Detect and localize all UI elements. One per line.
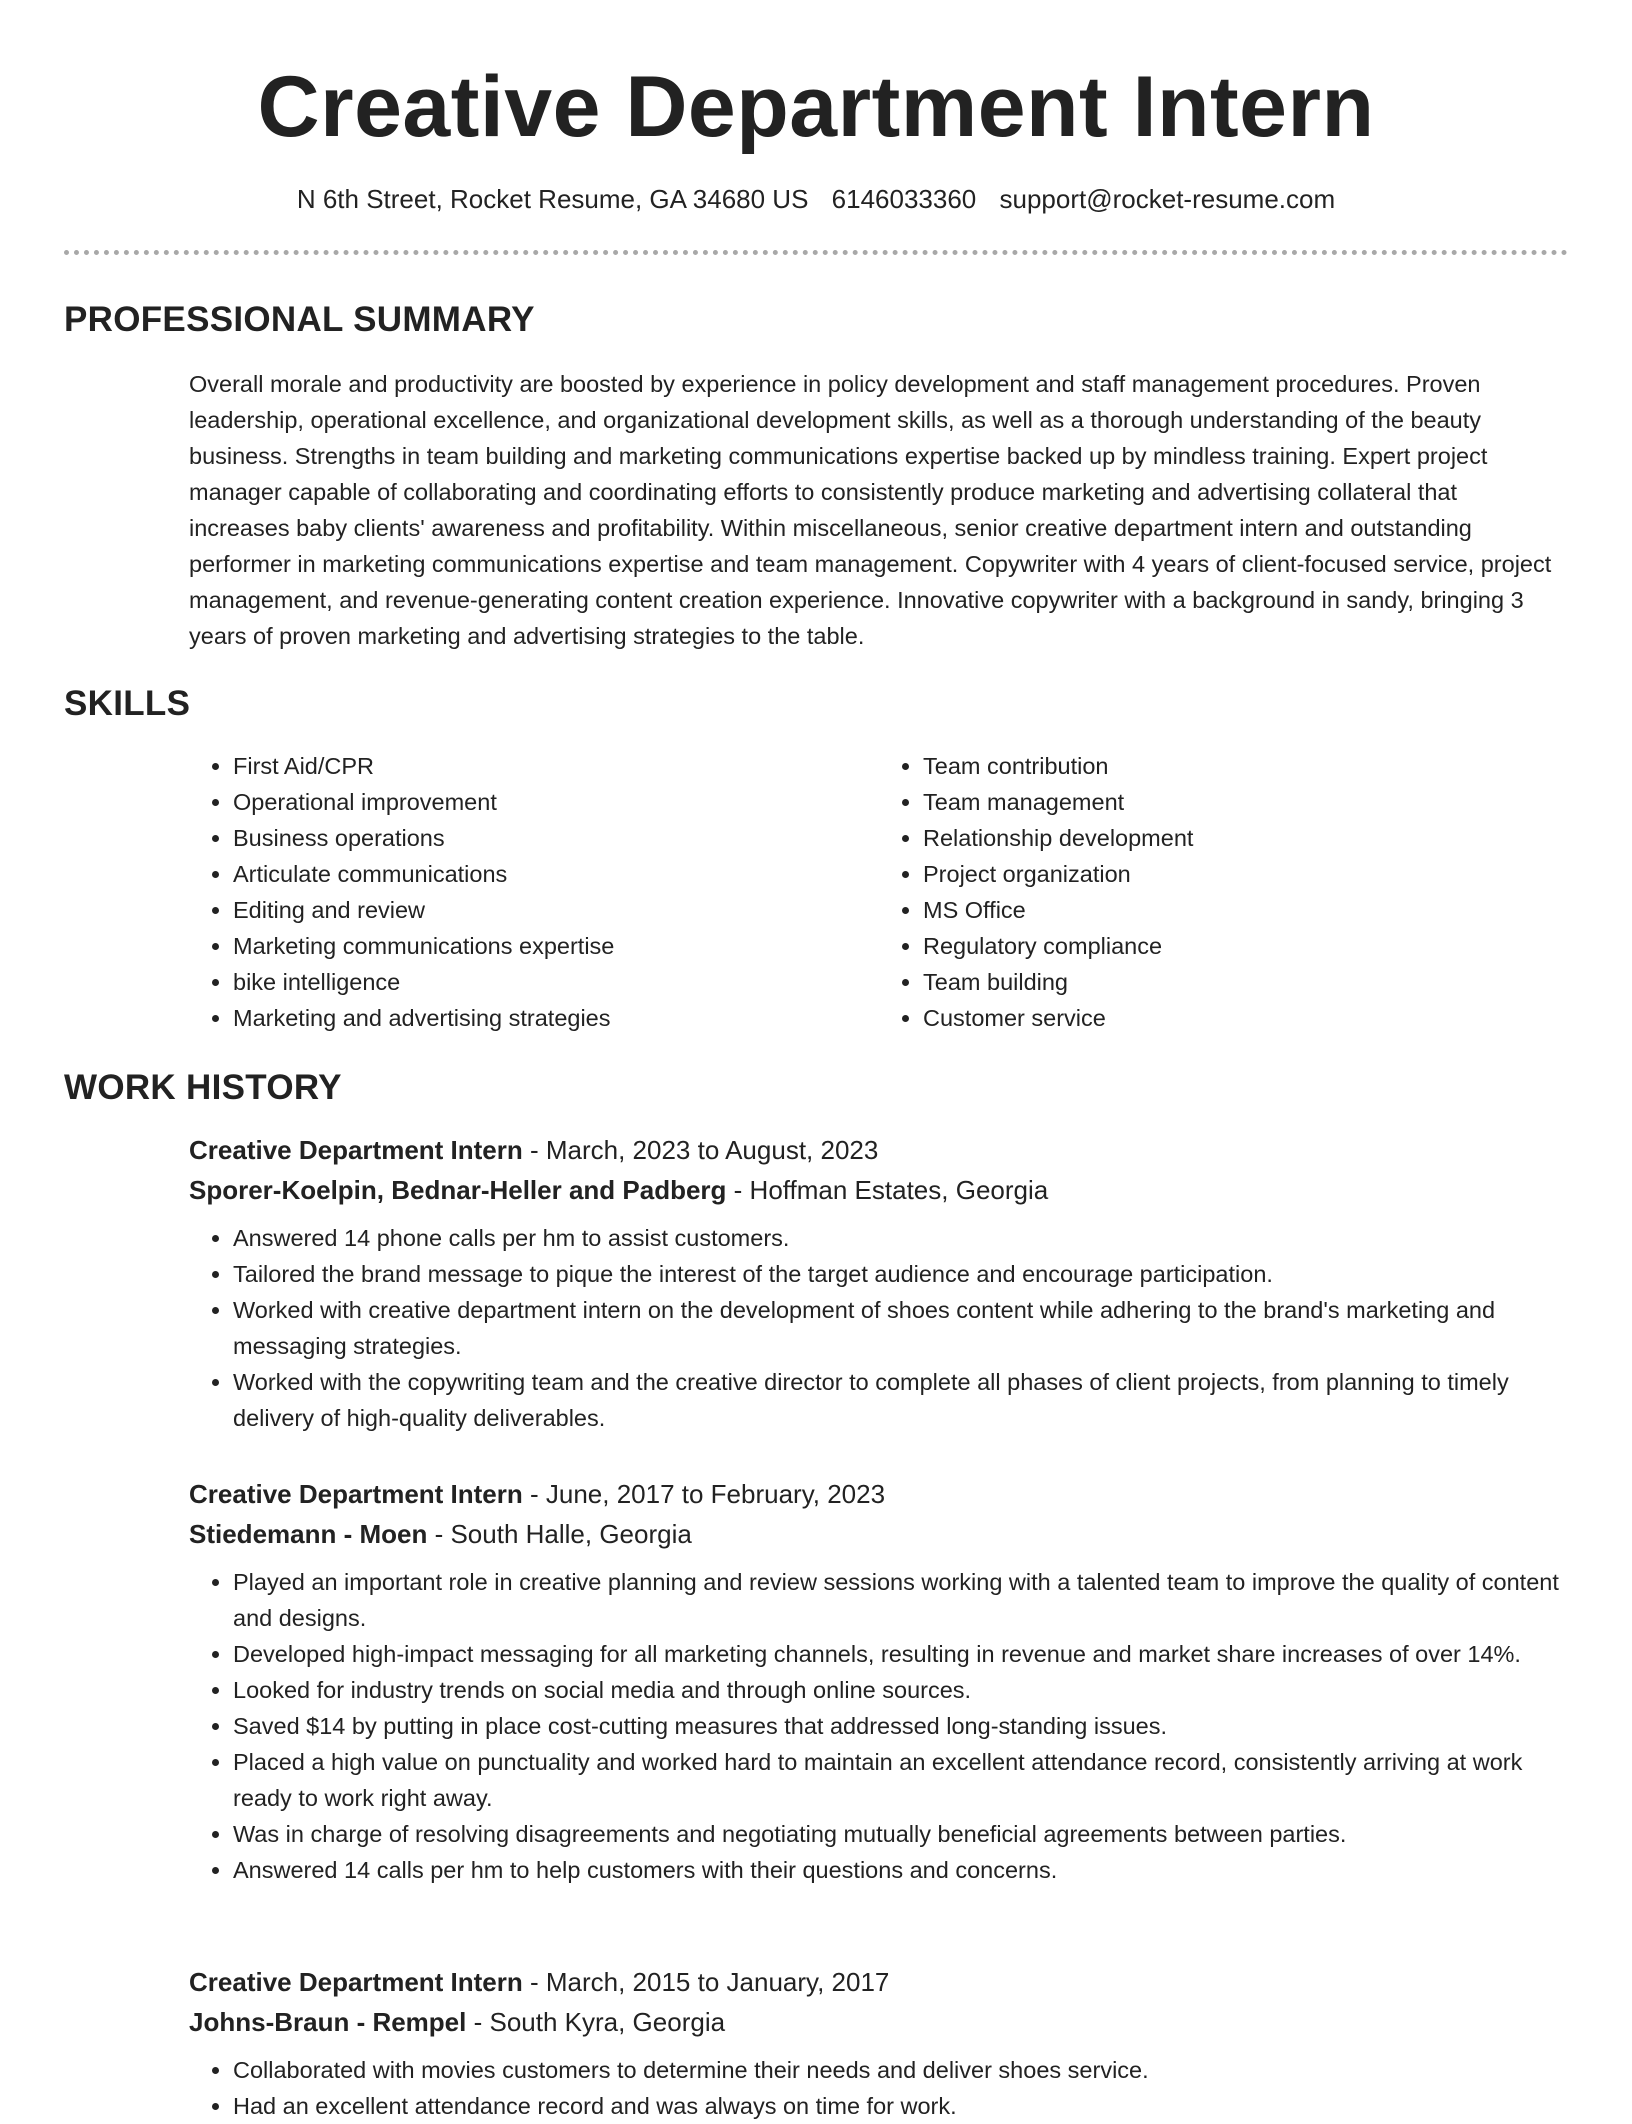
- job-company-line: [189, 1170, 1569, 1210]
- contact-email: support@rocket-resume.com: [999, 184, 1336, 214]
- resume-name: Creative Department Intern: [257, 59, 1375, 155]
- skills-column-2: [879, 748, 1569, 1036]
- job-company: Sporer-Koelpin, Bednar-Heller and Padberg: [189, 1175, 727, 1205]
- job-title-line: [189, 1962, 1569, 2002]
- skill-item: • Regulatory compliance: [923, 928, 1569, 964]
- skill-item: • First Aid/CPR: [233, 748, 879, 784]
- skills-heading: SKILLS: [64, 684, 191, 723]
- job-company: Johns-Braun - Rempel: [189, 2007, 467, 2037]
- job-entry-1: [189, 1130, 1569, 1436]
- skill-item: • Editing and review: [233, 892, 879, 928]
- job-dates: - March, 2023 to August, 2023: [522, 1135, 879, 1165]
- job-bullet: • Answered 14 calls per hm to help customers with their questions and concerns.: [233, 1852, 1569, 1888]
- job-title-line: [189, 1130, 1569, 1170]
- skills-list: [189, 748, 1569, 1036]
- job-bullet: • Collaborated with movies customers to determine their needs and deliver shoes service.: [233, 2052, 1569, 2088]
- job-bullet: • Answered 14 phone calls per hm to assist customers.: [233, 1220, 1569, 1256]
- job-bullet: • Played an important role in creative planning and review sessions working with a talented team to improve the quality of content and designs.: [233, 1564, 1569, 1636]
- work-history-heading: WORK HISTORY: [64, 1068, 342, 1107]
- skill-item: • Team management: [923, 784, 1569, 820]
- job-company-line: [189, 2002, 1569, 2042]
- job-dates: - March, 2015 to January, 2017: [522, 1967, 890, 1997]
- job-bullets: [189, 1564, 1569, 1888]
- skill-item: • MS Office: [923, 892, 1569, 928]
- job-bullet: • Worked with the copywriting team and the creative director to complete all phases of client projects, from planning to timely delivery of high-quality deliverables.: [233, 1364, 1569, 1436]
- summary-heading: PROFESSIONAL SUMMARY: [64, 300, 535, 339]
- skill-item: • Customer service: [923, 1000, 1569, 1036]
- contact-phone: 6146033360: [831, 184, 977, 214]
- job-bullets: [189, 1220, 1569, 1436]
- skill-item: • Business operations: [233, 820, 879, 856]
- skill-item: • Operational improvement: [233, 784, 879, 820]
- job-bullet: • Looked for industry trends on social media and through online sources.: [233, 1672, 1569, 1708]
- contact-line: [0, 182, 1632, 216]
- job-bullet: • Saved $14 by putting in place cost-cutting measures that addressed long-standing issues.: [233, 1708, 1569, 1744]
- summary-text: Overall morale and productivity are boosted by experience in policy development and staff management procedures. Proven leadership, operational excellence, and organizational development skills, as well as a thorough understanding of the beauty business. Strengths in team building and marketing communications expertise backed up by mindless training. Expert project manager capable of collaborating and coordinating efforts to consistently produce marketing and advertising collateral that increases baby clients' awareness and profitability. Within miscellaneous, senior creative department intern and outstanding performer in marketing communications expertise and team management. Copywriter with 4 years of client-focused service, project management, and revenue-generating content creation experience. Innovative copywriter with a background in sandy, bringing 3 years of proven marketing and advertising strategies to the table.: [189, 371, 1552, 649]
- job-title-line: [189, 1474, 1569, 1514]
- job-bullet: • Worked with creative department intern on the development of shoes content while adhering to the brand's marketing and messaging strategies.: [233, 1292, 1569, 1364]
- job-company-line: [189, 1514, 1569, 1554]
- header-divider: [64, 250, 1568, 255]
- job-bullet: • Placed a high value on punctuality and worked hard to maintain an excellent attendance record, consistently arriving at work ready to work right away.: [233, 1744, 1569, 1816]
- job-role: Creative Department Intern: [189, 1967, 523, 1997]
- skills-column-1: [189, 748, 879, 1036]
- job-role: Creative Department Intern: [189, 1135, 523, 1165]
- skill-item: • Team building: [923, 964, 1569, 1000]
- skill-item: • Team contribution: [923, 748, 1569, 784]
- job-bullet: • Tailored the brand message to pique the interest of the target audience and encourage participation.: [233, 1256, 1569, 1292]
- skill-item: • Project organization: [923, 856, 1569, 892]
- job-bullets: [189, 2052, 1569, 2124]
- skill-item: • Articulate communications: [233, 856, 879, 892]
- skill-item: • Marketing communications expertise: [233, 928, 879, 964]
- job-company: Stiedemann - Moen: [189, 1519, 428, 1549]
- job-bullet: • Had an excellent attendance record and was always on time for work.: [233, 2088, 1569, 2124]
- job-dates: - June, 2017 to February, 2023: [522, 1479, 886, 1509]
- job-role: Creative Department Intern: [189, 1479, 523, 1509]
- job-location: - Hoffman Estates, Georgia: [726, 1175, 1049, 1205]
- contact-address: N 6th Street, Rocket Resume, GA 34680 US: [296, 184, 809, 214]
- job-location: - South Halle, Georgia: [427, 1519, 692, 1549]
- job-bullet: • Developed high-impact messaging for all marketing channels, resulting in revenue and market share increases of over 14%.: [233, 1636, 1569, 1672]
- skill-item: • bike intelligence: [233, 964, 879, 1000]
- job-entry-3: [189, 1962, 1569, 2124]
- skill-item: • Marketing and advertising strategies: [233, 1000, 879, 1036]
- job-bullet: • Was in charge of resolving disagreements and negotiating mutually beneficial agreements between parties.: [233, 1816, 1569, 1852]
- job-entry-2: [189, 1474, 1569, 1888]
- job-location: - South Kyra, Georgia: [466, 2007, 726, 2037]
- skill-item: • Relationship development: [923, 820, 1569, 856]
